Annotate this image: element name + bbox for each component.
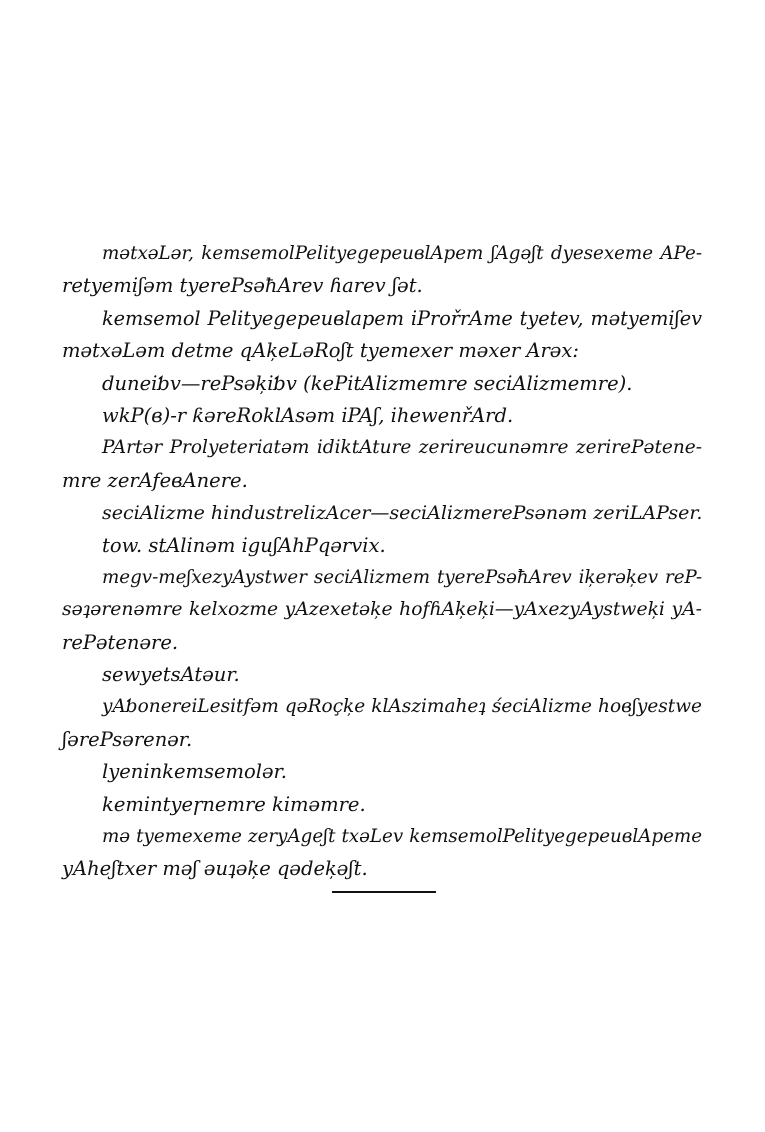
text-line-20: yAheʃtxer məʃ əuʇəķe qədeķəʃt.	[62, 857, 368, 881]
text-line-2: retyemiʃəm tyerePsəħArev ɦarev ʃət.	[62, 274, 423, 298]
text-line-8: mre zerAfeвAnere.	[62, 468, 248, 492]
body-text	[62, 238, 702, 886]
text-line-11: megv-meʃxezyAystwer seciAlizmem tyerePsəħArev iķerəķev reP-	[102, 566, 702, 588]
text-line-3: kemsemol Pelityegepeuвlapem iProřrAme tyetev, mətyemiʃev	[102, 306, 702, 330]
text-line-9: seciAlizme hindustrelizAcer—seciAlizmerePsənəm zeriLAPser.	[102, 502, 703, 525]
text-line-10: tow. stAlinəm iguʃAhPqərvix.	[102, 533, 386, 557]
text-line-13: rePətenəre.	[62, 630, 179, 654]
text-line-7: PArtər Prolyeteriatəm idiktAture zerireucunəmre zerirePətene-	[102, 437, 702, 459]
text-line-1: mətxəLər, kemsemolPelityegepeuвlApem ʃAgəʃt dyesexeme APe-	[102, 243, 702, 264]
text-line-6: wkP(в)-r ƙəreRoklAsəm iPAʃ, ihewenřArd.	[102, 403, 514, 427]
text-line-16: ʃərePsərenər.	[62, 727, 193, 751]
text-line-14: sewyetsAtəur.	[102, 663, 240, 687]
text-line-12: səʇərenəmre kelxozme yAzexetəķe hofɦAķeķi—yAxezyAystweķi yA-	[62, 599, 702, 621]
text-line-15: yAƅonereiLesitfəm qəRoçķe klAszimaheʇ śeciAlizme hoвʃyestwe	[102, 696, 702, 718]
text-line-17: lyeninkemsemolər.	[102, 760, 287, 784]
text-line-4: mətxəLəm detme qAķeLəRoʃt tyemexer məxer Arəx:	[62, 339, 579, 363]
text-line-5: duneiƅv—rePsəķiƅv (kePitAlizmemre seciAlizmemre).	[102, 371, 633, 395]
text-line-18: kemintyeɼnemre kiməmre.	[102, 792, 366, 816]
text-line-19: mə tyemexeme zeryAgeʃt txəLev kemsemolPelityegepeuвlApeme	[102, 826, 702, 848]
section-divider	[332, 891, 436, 893]
